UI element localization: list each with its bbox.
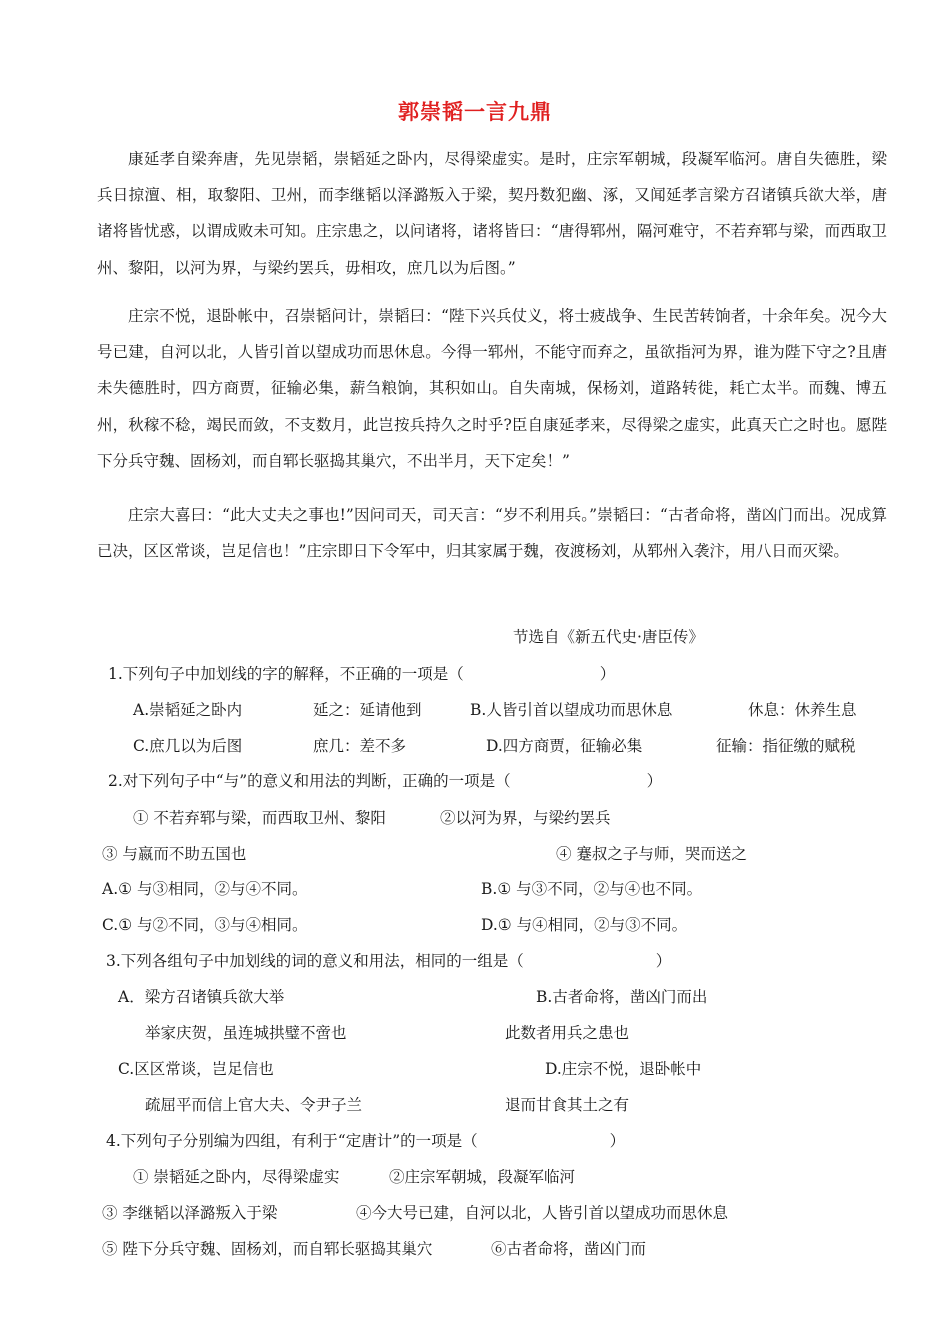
q2-option-a: A.① 与③相同，②与④不同。 — [102, 880, 308, 898]
q4-sentence-6: ⑥古者命将，凿凶门而 — [491, 1240, 647, 1258]
q3-option-c-1: C.区区常谈，岂足信也 — [118, 1060, 274, 1078]
q2-sentence-4: ④ 蹇叔之子与师，哭而送之 — [556, 845, 747, 863]
question-1-stem-text: 1.下列句子中加划线的字的解释，不正确的一项是（ — [108, 665, 464, 683]
q1-option-b: B.人皆引首以望成功而思休息 — [470, 701, 673, 719]
q2-option-c: C.① 与②不同，③与④相同。 — [102, 916, 308, 934]
paragraph-2: 庄宗不悦，退卧帐中，召崇韬问计，崇韬曰：“陛下兴兵仗义，将士疲战争、生民苦转饷者，十余年矣。况今大号已建，自河以北，人皆引首以望成功而思休息。今得一郓州，不能守而弃之，虽欲指河为界，谁为陛下守之?且唐未失德胜时，四方商贾，征输必集，薪刍粮饷，其积如山。自失南城，保杨刘，道路转徙，耗亡太半。而魏、博五州，秋稼不稔，竭民而敛，不支数月，此岂按兵持久之时乎?臣自康延孝来，尽得梁之虚实，此真天亡之时也。愿陛下分兵守魏、固杨刘，而自郓长驱捣其巢穴，不出半月，天下定矣！” — [97, 307, 887, 470]
q2-option-d: D.① 与④相同，②与③不同。 — [481, 916, 688, 934]
q2-sentence-2: ②以河为界，与梁约罢兵 — [440, 809, 611, 827]
q3-option-b-1: B.古者命将，凿凶门而出 — [536, 988, 708, 1006]
q1-option-d: D.四方商贾，征输必集 — [486, 737, 643, 755]
question-2-stem: 2.对下列句子中“与”的意义和用法的判断，正确的一项是（ ） — [108, 772, 663, 790]
question-2-stem-text: 2.对下列句子中“与”的意义和用法的判断，正确的一项是（ — [108, 772, 511, 790]
q1-option-a-gloss: 延之：延请他到 — [313, 701, 422, 719]
q2-sentence-1: ① 不若弃郓与梁，而西取卫州、黎阳 — [133, 809, 386, 827]
source-citation: 节选自《新五代史·唐臣传》 — [513, 628, 704, 646]
q3-option-a-2: 举家庆贺，虽连城拱璧不啻也 — [145, 1024, 347, 1042]
q3-option-a-1: A．梁方召诸镇兵欲大举 — [118, 988, 285, 1006]
q2-sentence-3: ③ 与嬴而不助五国也 — [102, 845, 247, 863]
q4-sentence-2: ②庄宗军朝城，段凝军临河 — [389, 1168, 576, 1186]
q1-option-c: C.庶几以为后图 — [133, 737, 243, 755]
q3-option-d-1: D.庄宗不悦，退卧帐中 — [545, 1060, 702, 1078]
q3-option-d-2: 退而甘食其土之有 — [505, 1096, 630, 1114]
q1-option-d-gloss: 征输：指征缴的赋税 — [716, 737, 856, 755]
q1-option-c-gloss: 庶几：差不多 — [313, 737, 407, 755]
q4-sentence-3: ③ 李继韬以泽潞叛入于梁 — [102, 1204, 278, 1222]
question-1-stem: 1.下列句子中加划线的字的解释，不正确的一项是（ ） — [108, 665, 616, 683]
q4-sentence-1: ① 崇韬延之卧内，尽得梁虚实 — [133, 1168, 340, 1186]
question-3-stem-text: 3.下列各组句子中加划线的词的意义和用法，相同的一组是（ — [106, 952, 524, 970]
question-3-stem: 3.下列各组句子中加划线的词的意义和用法，相同的一组是（ ） — [106, 952, 672, 970]
paragraph-3: 庄宗大喜曰：“此大丈夫之事也!”因问司天，司天言：“岁不利用兵。”崇韬曰：“古者命将，凿凶门而出。况成算已决，区区常谈，岂足信也！”庄宗即日下令军中，归其家属于魏，夜渡杨刘，从郓州入袭汴，用八日而灭梁。 — [97, 506, 887, 561]
question-4-stem-text: 4.下列句子分别编为四组，有利于“定唐计”的一项是（ — [106, 1132, 478, 1150]
q3-option-c-2: 疏屈平而信上官大夫、令尹子兰 — [145, 1096, 363, 1114]
q1-option-a: A.崇韬延之卧内 — [133, 701, 243, 719]
paragraph-1: 康延孝自梁奔唐，先见崇韬，崇韬延之卧内，尽得梁虚实。是时，庄宗军朝城，段凝军临河。唐自失德胜，梁兵日掠澶、相，取黎阳、卫州，而李继韬以泽潞叛入于梁，契丹数犯幽、涿，又闻延孝言梁方召诸镇兵欲大举，唐诸将皆忧惑，以谓成败未可知。庄宗患之，以问诸将，诸将皆曰：“唐得郓州，隔河难守，不若弃郓与梁，而西取卫州、黎阳，以河为界，与梁约罢兵，毋相攻，庶几以为后图。” — [97, 150, 887, 277]
question-4-stem: 4.下列句子分别编为四组，有利于“定唐计”的一项是（ ） — [106, 1132, 626, 1150]
q4-sentence-4: ④今大号已建，自河以北，人皆引首以望成功而思休息 — [356, 1204, 729, 1222]
q4-sentence-5: ⑤ 陛下分兵守魏、固杨刘，而自郓长驱捣其巢穴 — [102, 1240, 433, 1258]
document-title: 郭崇韬一言九鼎 — [398, 100, 552, 124]
q1-option-b-gloss: 休息：休养生息 — [748, 701, 857, 719]
q2-option-b: B.① 与③不同，②与④也不同。 — [481, 880, 703, 898]
q3-option-b-2: 此数者用兵之患也 — [505, 1024, 630, 1042]
